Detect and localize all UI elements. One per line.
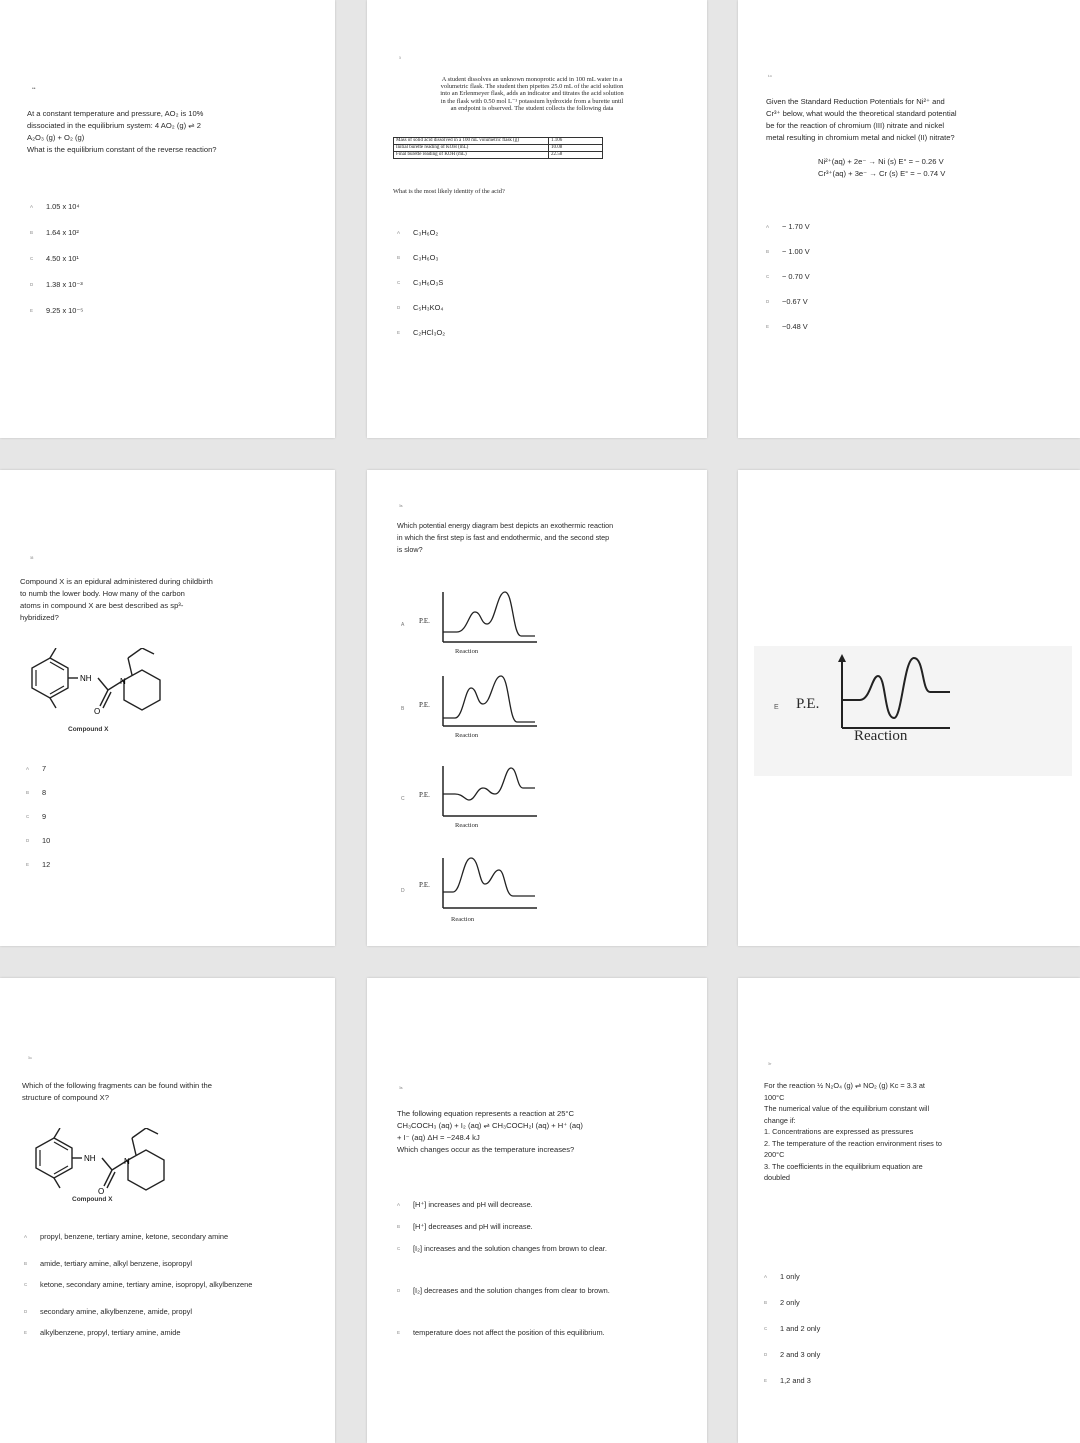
reaction-axis-label: Reaction (451, 916, 475, 923)
pe-diagram-d (439, 856, 539, 914)
answer-option-b[interactable] (764, 1298, 820, 1324)
option-text: −0.67 V (782, 297, 808, 306)
question-number: ¹⁴ (768, 74, 772, 80)
stem-line: 3. The coefficients in the equilibrium equation are (764, 1161, 923, 1171)
option-letter: A (26, 766, 30, 771)
answer-option-a[interactable] (397, 1200, 667, 1222)
table-cell: 1.106 (549, 138, 603, 145)
pe-diagram-e (838, 654, 962, 734)
stem-line: At a constant temperature and pressure, AO₂ is 10% (27, 109, 204, 118)
option-letter: B (26, 790, 30, 795)
reaction-axis-label: Reaction (455, 822, 479, 829)
question-number: ³⁷ (768, 1062, 772, 1068)
question-prompt: What is the most likely identity of the acid? (393, 188, 505, 195)
page-q-energy-diagram (367, 470, 707, 946)
answer-option-d[interactable] (26, 836, 50, 860)
option-text: C₃H₆O₂ (413, 228, 439, 237)
answer-option-d[interactable] (397, 1286, 667, 1328)
option-letter: B (24, 1261, 28, 1266)
answer-option-e[interactable] (764, 1376, 820, 1402)
option-letter: B (401, 706, 405, 712)
nitrogen-label: N (120, 677, 126, 686)
question-stem (766, 96, 1066, 144)
question-number: •• (32, 86, 36, 92)
answer-option-e[interactable] (30, 306, 83, 332)
option-letter: D (26, 838, 30, 843)
answer-option-a[interactable] (764, 1272, 820, 1298)
page-q-equilibrium-constant (0, 0, 335, 438)
answer-options (26, 764, 50, 884)
question-number: ³⁴ (28, 1056, 32, 1062)
answer-options (30, 202, 83, 332)
answer-option-b[interactable] (397, 670, 547, 750)
option-text: 9.25 x 10⁻⁵ (46, 306, 84, 315)
pe-label: P.E. (419, 881, 430, 889)
table-cell: 22.58 (549, 152, 603, 159)
option-letter: E (764, 1378, 768, 1383)
stem-line: The following equation represents a reaction at 25°C (397, 1109, 574, 1118)
option-letter: B (30, 230, 34, 235)
pe-label: P.E. (419, 617, 430, 625)
answer-options (397, 1200, 667, 1358)
question-stem (22, 1080, 322, 1104)
nitrogen-label: N (124, 1157, 130, 1166)
option-letter: C (766, 274, 770, 279)
answer-option-a[interactable] (766, 222, 810, 247)
option-text: 1.05 x 10⁴ (46, 202, 80, 211)
answer-options (24, 1232, 294, 1349)
option-text: 10 (42, 836, 51, 845)
stem-line: Cr³⁺ below, what would the theoretical standard potential (766, 109, 957, 118)
option-text: C₂HCl₃O₂ (413, 328, 446, 337)
option-letter: A (397, 1202, 401, 1207)
answer-option-a[interactable] (26, 764, 50, 788)
option-letter: E (30, 308, 34, 313)
question-number: ³ (399, 56, 401, 62)
reaction-axis-label: Reaction (455, 648, 479, 655)
option-text: C₃H₆O₃ (413, 253, 439, 262)
answer-option-b[interactable] (397, 253, 445, 278)
option-letter: B (764, 1300, 768, 1305)
answer-option-c[interactable] (397, 1244, 667, 1286)
option-text: C₅H₃KO₄ (413, 303, 444, 312)
option-text: − 1.70 V (782, 222, 810, 231)
answer-option-b[interactable] (766, 247, 810, 272)
oxygen-label: O (98, 1187, 105, 1196)
stem-line: structure of compound X? (22, 1093, 109, 1102)
answer-option-c[interactable] (766, 272, 810, 297)
compound-x-structure (24, 1128, 174, 1196)
option-text: 12 (42, 860, 51, 869)
stem-line: A₂O₃ (g) + O₂ (g) (27, 133, 85, 142)
answer-option-c[interactable] (26, 812, 50, 836)
amine-label: NH (84, 1154, 96, 1163)
stem-line: 100°C (764, 1092, 785, 1102)
stem-line: For the reaction ½ N₂O₄ (g) ⇌ NO₂ (g) Kc = 3.3 at (764, 1081, 925, 1090)
option-letter: E (774, 704, 779, 711)
question-number: ³³ (30, 556, 34, 562)
answer-option-c[interactable] (764, 1324, 820, 1350)
question-stem (764, 1080, 1064, 1184)
option-letter: C (397, 1246, 401, 1251)
option-letter: B (766, 249, 770, 254)
stem-line: in the flask with 0.50 mol L⁻¹ potassium hydroxide from a burette until (440, 97, 624, 105)
option-letter: C (24, 1282, 28, 1287)
option-text: [H⁺] increases and pH will decrease. (413, 1200, 533, 1209)
reaction-axis-label: Reaction (455, 732, 479, 739)
stem-line: hybridized? (20, 613, 59, 622)
pe-label: P.E. (419, 701, 430, 709)
option-text: 8 (42, 788, 47, 797)
option-letter: E (766, 324, 770, 329)
option-letter: A (397, 230, 401, 235)
equation-line: Cr³⁺(aq) + 3e⁻ → Cr (s) E° = − 0.74 V (818, 169, 946, 178)
stem-line: doubled (764, 1173, 790, 1182)
stem-line: Given the Standard Reduction Potentials for Ni²⁺ and (766, 97, 945, 106)
answer-option-e[interactable] (397, 328, 445, 353)
question-number: ³⁶ (399, 504, 403, 510)
stem-line: an endpoint is observed. The student collects the following data (450, 104, 614, 112)
option-text: 1 and 2 only (780, 1324, 821, 1333)
option-letter: D (766, 299, 770, 304)
option-text: 4.50 x 10¹ (46, 254, 79, 263)
option-text: 7 (42, 764, 47, 773)
stem-line: atoms in compound X are best described as sp³- (20, 601, 184, 610)
answer-option-c[interactable] (397, 278, 445, 303)
molecule-caption: Compound X (72, 1196, 113, 1203)
molecule-caption: Compound X (68, 726, 109, 733)
page-q-reduction-potentials (738, 0, 1080, 438)
page-q-iodination-equilibrium (367, 978, 707, 1443)
answer-option-b[interactable] (397, 1222, 667, 1244)
page-q-acid-titration (367, 0, 707, 438)
stem-line: be for the reaction of chromium (III) nitrate and nickel (766, 121, 945, 130)
option-text: [I₂] decreases and the solution changes from clear to brown. (413, 1286, 610, 1295)
option-text: propyl, benzene, tertiary amine, ketone, secondary amine (40, 1232, 229, 1241)
stem-line: metal resulting in chromium metal and nickel (II) nitrate? (766, 133, 955, 142)
option-letter: E (24, 1330, 28, 1335)
answer-options (764, 1272, 820, 1402)
answer-option-d[interactable] (397, 852, 547, 936)
stem-line: 2. The temperature of the reaction environment rises to (764, 1138, 942, 1148)
option-text: 2 only (780, 1298, 800, 1307)
option-letter: E (26, 862, 30, 867)
stem-line: 1. Concentrations are expressed as pressures (764, 1127, 914, 1136)
option-letter: E (397, 330, 401, 335)
pe-diagram-a (439, 590, 539, 648)
table-row (394, 145, 603, 152)
option-text: 1 only (780, 1272, 800, 1281)
option-letter: B (397, 1224, 401, 1229)
pe-label: P.E. (419, 791, 430, 799)
option-text: 9 (42, 812, 47, 821)
table-cell: Initial burette reading of KOH (mL) (394, 145, 549, 152)
page-q-equilibrium-constant-change (738, 978, 1080, 1443)
stem-line: volumetric flask. The student then pipettes 25.0 mL of the acid solution (440, 83, 624, 91)
stem-line: to numb the lower body. How many of the carbon (20, 589, 185, 598)
option-letter: A (30, 204, 34, 209)
stem-line: What is the equilibrium constant of the reverse reaction? (27, 145, 217, 154)
stem-line: is slow? (397, 545, 423, 554)
option-text: 1.64 x 10² (46, 228, 79, 237)
pe-label: P.E. (796, 696, 820, 712)
stem-line: A student dissolves an unknown monoprotic acid in 100 mL water in a (441, 76, 623, 83)
table-row (394, 138, 603, 145)
option-text: secondary amine, alkylbenzene, amide, propyl (40, 1307, 193, 1316)
amine-label: NH (80, 674, 92, 683)
option-letter: D (30, 282, 34, 287)
compound-x-structure (20, 648, 170, 716)
option-letter: D (401, 888, 405, 894)
option-letter: A (401, 622, 405, 628)
answer-option-c[interactable] (397, 760, 547, 840)
option-letter: D (397, 305, 401, 310)
option-text: [H⁺] decreases and pH will increase. (413, 1222, 533, 1231)
pe-diagram-b (439, 674, 539, 732)
table-cell: 10.08 (549, 145, 603, 152)
stem-line: Which potential energy diagram best depicts an exothermic reaction (397, 521, 614, 530)
option-text: temperature does not affect the position of this equilibrium. (413, 1328, 605, 1337)
question-stem (397, 520, 697, 556)
stem-line: change if: (764, 1115, 796, 1125)
table-cell: Mass of solid acid dissolved in a 100 mL volumetric flask (g) (394, 138, 549, 145)
data-table (393, 137, 603, 159)
stem-line: The numerical value of the equilibrium constant will (764, 1104, 930, 1113)
option-letter: C (30, 256, 34, 261)
page-q-sp3-carbons (0, 470, 335, 946)
answer-option-b[interactable] (30, 228, 83, 254)
option-text: ketone, secondary amine, tertiary amine, isopropyl, alkylbenzene (40, 1280, 253, 1289)
question-stem (27, 108, 317, 156)
option-letter: D (24, 1309, 28, 1314)
question-stem (397, 76, 667, 112)
option-text: − 1.00 V (782, 247, 810, 256)
option-letter: A (764, 1274, 768, 1279)
question-stem (397, 1108, 697, 1156)
option-letter: A (24, 1234, 28, 1239)
option-letter: E (397, 1330, 401, 1335)
reaction-axis-label: Reaction (854, 728, 908, 744)
answer-option-e[interactable] (24, 1328, 294, 1349)
option-text: − 0.70 V (782, 272, 810, 281)
answer-option-a[interactable] (397, 228, 445, 253)
answer-option-a[interactable] (397, 586, 547, 662)
answer-option-e[interactable] (26, 860, 50, 884)
table-row (394, 152, 603, 159)
answer-option-e[interactable] (754, 646, 1072, 776)
option-text: amide, tertiary amine, alkyl benzene, isopropyl (40, 1259, 192, 1268)
page-q-functional-groups (0, 978, 335, 1443)
option-letter: C (26, 814, 30, 819)
option-letter: D (397, 1288, 401, 1293)
stem-line: + I⁻ (aq) ΔH = −248.4 kJ (397, 1133, 480, 1142)
answer-options (397, 228, 445, 353)
answer-option-d[interactable] (766, 297, 810, 322)
option-letter: C (401, 796, 405, 802)
stem-line: in which the first step is fast and endothermic, and the second step (397, 533, 610, 542)
option-text: [I₂] increases and the solution changes from brown to clear. (413, 1244, 607, 1253)
stem-line: dissociated in the equilibrium system: 4 AO₂ (g) ⇌ 2 (27, 121, 201, 130)
option-text: alkylbenzene, propyl, tertiary amine, amide (40, 1328, 181, 1337)
pe-diagram-c (439, 764, 539, 822)
stem-line: Which changes occur as the temperature increases? (397, 1145, 575, 1154)
question-number: ³⁶ (399, 1086, 403, 1092)
answer-option-d[interactable] (397, 303, 445, 328)
stem-line: 200°C (764, 1150, 785, 1159)
stem-line: Which of the following fragments can be found within the (22, 1081, 212, 1090)
answer-option-d[interactable] (30, 280, 83, 306)
table-cell: Final burette reading of KOH (mL) (394, 152, 549, 159)
answer-option-a[interactable] (24, 1232, 294, 1259)
option-letter: D (764, 1352, 768, 1357)
option-letter: C (397, 280, 401, 285)
option-letter: C (764, 1326, 768, 1331)
option-text: 1.38 x 10⁻³ (46, 280, 83, 289)
answer-option-d[interactable] (764, 1350, 820, 1376)
page-q-energy-diagram-option-e (738, 470, 1080, 946)
option-text: 2 and 3 only (780, 1350, 821, 1359)
question-stem (20, 576, 320, 624)
answer-option-d[interactable] (24, 1307, 294, 1328)
option-text: −0.48 V (782, 322, 808, 331)
answer-option-e[interactable] (397, 1328, 667, 1358)
answer-option-a[interactable] (30, 202, 83, 228)
option-text: 1,2 and 3 (780, 1376, 811, 1385)
half-equations (818, 156, 945, 180)
option-letter: B (397, 255, 401, 260)
answer-option-b[interactable] (24, 1259, 294, 1280)
equation-line: Ni²⁺(aq) + 2e⁻ → Ni (s) E° = − 0.26 V (818, 157, 944, 166)
answer-option-c[interactable] (24, 1280, 294, 1307)
answer-option-b[interactable] (26, 788, 50, 812)
option-text: C₃H₆O₃S (413, 278, 444, 287)
oxygen-label: O (94, 707, 101, 716)
stem-line: into an Erlenmeyer flask, adds an indicator and titrates the acid solution (440, 90, 624, 98)
option-letter: A (766, 224, 770, 229)
stem-line: CH₃COCH₃ (aq) + I₂ (aq) ⇌ CH₃COCH₂I (aq) + H⁺ (aq) (397, 1121, 583, 1130)
answer-options (766, 222, 810, 347)
stem-line: Compound X is an epidural administered during childbirth (20, 577, 213, 586)
answer-option-e[interactable] (766, 322, 810, 347)
answer-option-c[interactable] (30, 254, 83, 280)
